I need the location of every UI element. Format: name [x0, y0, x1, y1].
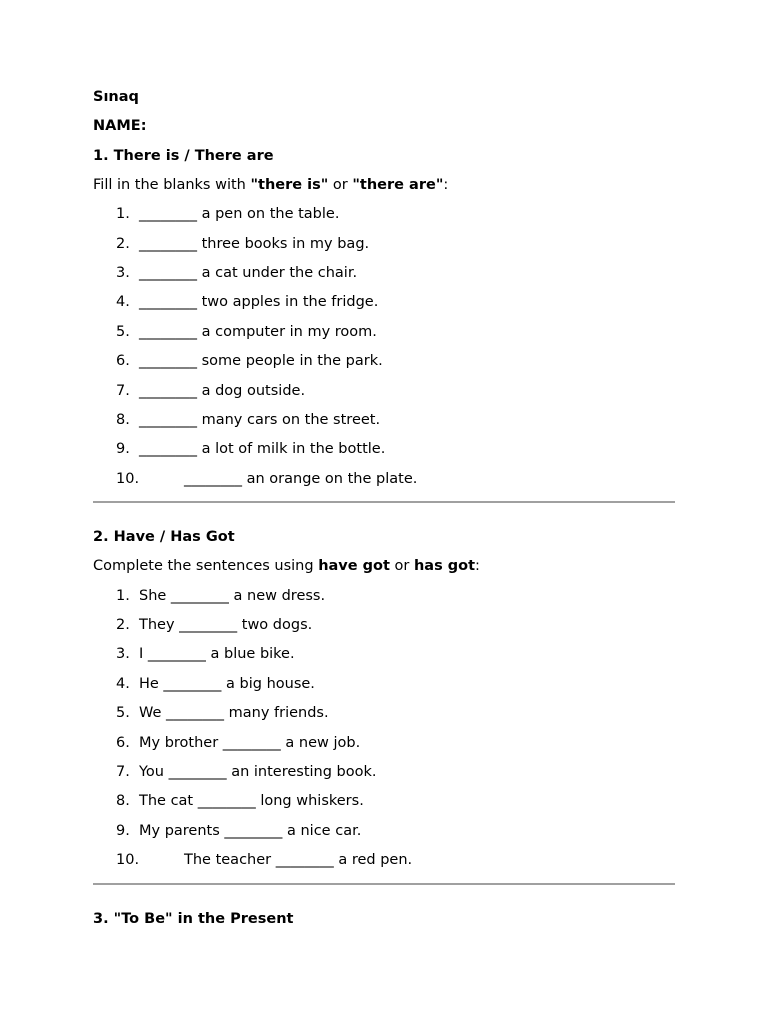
- worksheet-page: [93, 84, 675, 935]
- list-item: [93, 378, 675, 407]
- item-text: You ________ an interesting book.: [139, 764, 377, 781]
- item-text: My parents ________ a nice car.: [139, 822, 362, 839]
- item-number: 10.: [116, 852, 140, 869]
- section-gap: [93, 885, 675, 906]
- list-item: [93, 319, 675, 348]
- section-gap: [93, 503, 675, 524]
- list-item: [93, 788, 675, 817]
- list-item: [93, 348, 675, 377]
- item-number: 6.: [116, 353, 130, 370]
- item-text: I ________ a blue bike.: [139, 646, 295, 663]
- item-text: The teacher ________ a red pen.: [184, 852, 413, 869]
- list-item: [93, 671, 675, 700]
- item-number: 1.: [116, 587, 130, 604]
- item-text: He ________ a big house.: [139, 675, 315, 692]
- item-text: ________ an orange on the plate.: [184, 470, 418, 487]
- item-number: 2.: [116, 235, 130, 252]
- list-item: [93, 201, 675, 230]
- section2-instr-colon: :: [475, 558, 480, 575]
- section1-instructions: [93, 172, 675, 201]
- section1-instr-colon: :: [443, 176, 449, 193]
- list-item: [93, 730, 675, 759]
- list-item: [93, 759, 675, 788]
- item-number: 5.: [116, 323, 130, 340]
- item-text: The cat ________ long whiskers.: [139, 793, 364, 810]
- item-text: ________ a cat under the chair.: [139, 264, 358, 281]
- list-item: [93, 260, 675, 289]
- section1-list: [93, 201, 675, 495]
- item-text: We ________ many friends.: [139, 705, 329, 722]
- section2-list: [93, 583, 675, 877]
- section1-instr-text: Fill in the blanks with: [93, 176, 251, 193]
- item-number: 8.: [116, 411, 130, 428]
- item-number: 5.: [116, 705, 130, 722]
- section2-instr-text: Complete the sentences using: [93, 558, 319, 575]
- item-text: ________ a dog outside.: [139, 382, 306, 399]
- item-text: ________ some people in the park.: [139, 353, 383, 370]
- list-item: [93, 583, 675, 612]
- list-item: [93, 612, 675, 641]
- item-text: ________ a computer in my room.: [139, 323, 377, 340]
- list-item: [93, 818, 675, 847]
- item-number: 3.: [116, 646, 130, 663]
- section2-instr-or: or: [389, 558, 414, 575]
- item-text: She ________ a new dress.: [139, 587, 326, 604]
- item-number: 7.: [116, 382, 130, 399]
- section1-instr-or: or: [328, 176, 353, 193]
- item-number: 4.: [116, 294, 130, 311]
- item-number: 6.: [116, 734, 130, 751]
- list-item: [93, 289, 675, 318]
- item-number: 10.: [116, 470, 140, 487]
- section2-instr-bold-2: has got: [413, 558, 476, 575]
- item-text: ________ two apples in the fridge.: [139, 294, 379, 311]
- section1-heading: 1. There is / There are: [93, 147, 274, 164]
- list-item: [93, 407, 675, 436]
- item-number: 4.: [116, 675, 130, 692]
- section2-instructions: [93, 553, 675, 582]
- worksheet-title: Sınaq: [93, 89, 139, 105]
- section2-heading: 2. Have / Has Got: [93, 529, 235, 546]
- item-number: 9.: [116, 441, 130, 458]
- list-item: [93, 847, 675, 876]
- item-text: ________ many cars on the street.: [139, 411, 381, 428]
- item-number: 1.: [116, 206, 130, 223]
- item-text: ________ three books in my bag.: [139, 235, 370, 252]
- list-item: [93, 231, 675, 260]
- section2-instr-bold-1: have got: [318, 558, 390, 575]
- list-item: [93, 700, 675, 729]
- list-item: [93, 641, 675, 670]
- name-label: NAME:: [93, 118, 147, 135]
- item-text: ________ a pen on the table.: [139, 206, 340, 223]
- item-number: 3.: [116, 264, 130, 281]
- list-item: [93, 436, 675, 465]
- section1-instr-bold-1: "there is": [250, 176, 329, 193]
- item-number: 8.: [116, 793, 130, 810]
- item-text: They ________ two dogs.: [139, 617, 313, 634]
- item-number: 2.: [116, 617, 130, 634]
- item-text: ________ a lot of milk in the bottle.: [139, 441, 386, 458]
- item-text: My brother ________ a new job.: [139, 734, 361, 751]
- list-item: [93, 466, 675, 495]
- section3-heading: 3. "To Be" in the Present: [93, 910, 294, 927]
- item-number: 9.: [116, 822, 130, 839]
- section1-instr-bold-2: "there are": [352, 176, 444, 193]
- item-number: 7.: [116, 764, 130, 781]
